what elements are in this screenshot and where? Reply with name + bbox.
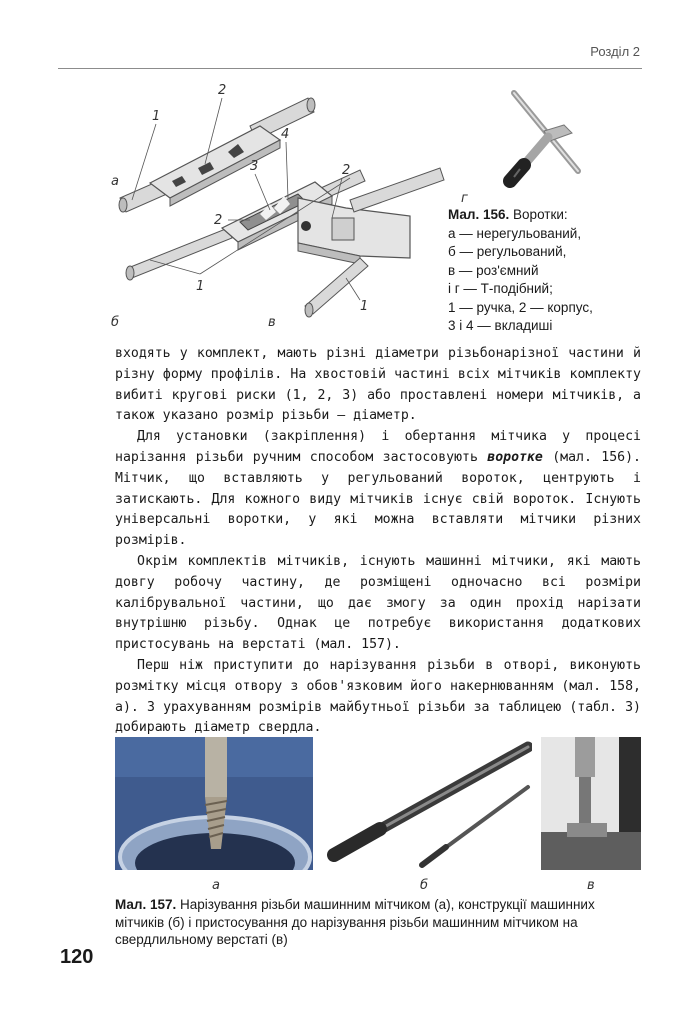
paragraph: Перш ніж приступити до нарізування різьби в отворі, виконують розмітку місця отвору з обов'язковим його накернюванням (мал. 158, а). З урахуванням розмірів майбутньої різьби за таблицею (табл. 3) добирають діаметр свердла.	[115, 657, 641, 736]
photo-label-b: б	[420, 878, 429, 893]
label-number-2: 2	[218, 83, 227, 98]
section-label: Розділ 2	[590, 44, 640, 59]
figure-letter-a: а	[111, 174, 119, 189]
photo-label-v: в	[587, 878, 595, 893]
label-number-2c: 2	[342, 163, 351, 178]
label-number-4: 4	[281, 127, 290, 142]
label-number-2b: 2	[214, 213, 223, 228]
photo-machine-taps	[322, 737, 532, 870]
label-number-1b: 1	[196, 279, 205, 294]
paragraph: Для установки (закріплення) і обертання мітчика у процесі нарізання різьби ручним способом застосовують воротке (мал. 156). Мітчик, що вставляють у регульований вороток, центрують і затискають. Для кожного виду мітчиків існує свій вороток. Існують універсальні воротки, у які можна вставляти мітчики різних розмірів.	[115, 429, 641, 549]
caption-line: б — регульований,	[448, 244, 567, 259]
body-text	[115, 344, 641, 739]
page-number: 120	[60, 946, 94, 968]
figure-letter-g: г	[461, 191, 468, 206]
figure-letter-b: б	[111, 315, 120, 330]
figure-156-title: Мал. 156.	[448, 207, 510, 222]
header-rule	[58, 68, 642, 69]
label-number-1c: 1	[360, 299, 369, 314]
photo-label-a: а	[212, 878, 220, 893]
caption-line: 3 і 4 — вкладиші	[448, 318, 553, 333]
photo-drilling-machine	[541, 737, 641, 870]
caption-line: в — роз'ємний	[448, 262, 539, 278]
figure-157-text: Нарізування різьби машинним мітчиком (а), конструкції машинних мітчиків (б) і пристосування до нарізування різьби машинним мітчиком на свердлильному верстаті (в)	[115, 897, 595, 947]
figure-157-title: Мал. 157.	[115, 897, 177, 912]
figure-157-caption	[115, 896, 645, 949]
term-highlight: воротке	[487, 449, 543, 465]
paragraph: Окрім комплектів мітчиків, існують машинні мітчики, які мають довгу робочу частину, де розміщені одночасно всі розміри калібрувальної частини, що дає змогу за один прохід нарізати внутрішню різьбу. Однак це потребує використання додаткових пристосувань на верстаті (мал. 157).	[115, 553, 641, 653]
label-number-3: 3	[250, 159, 259, 174]
tap-wrench-drawing	[110, 78, 450, 340]
figure-letter-v: в	[268, 315, 276, 330]
paragraph: входять у комплект, мають різні діаметри різьбонарізної частини й різну форму профілів. На хвостовій частині всіх мітчиків комплекту вибиті кругові риски (1, 2, 3) або проставлені номери мітчиків, а також указано розмір різьби — діаметр.	[115, 346, 641, 424]
figure-156-caption	[448, 206, 648, 336]
label-number-1: 1	[152, 109, 161, 124]
photo-machine-tap	[115, 737, 313, 870]
caption-line: 1 — ручка, 2 — корпус,	[448, 299, 593, 315]
t-wrench-image	[480, 85, 600, 200]
caption-line: Воротки:	[513, 207, 568, 222]
caption-line: а — нерегульований,	[448, 225, 582, 241]
caption-line: і г — Т-подібний;	[448, 281, 553, 296]
